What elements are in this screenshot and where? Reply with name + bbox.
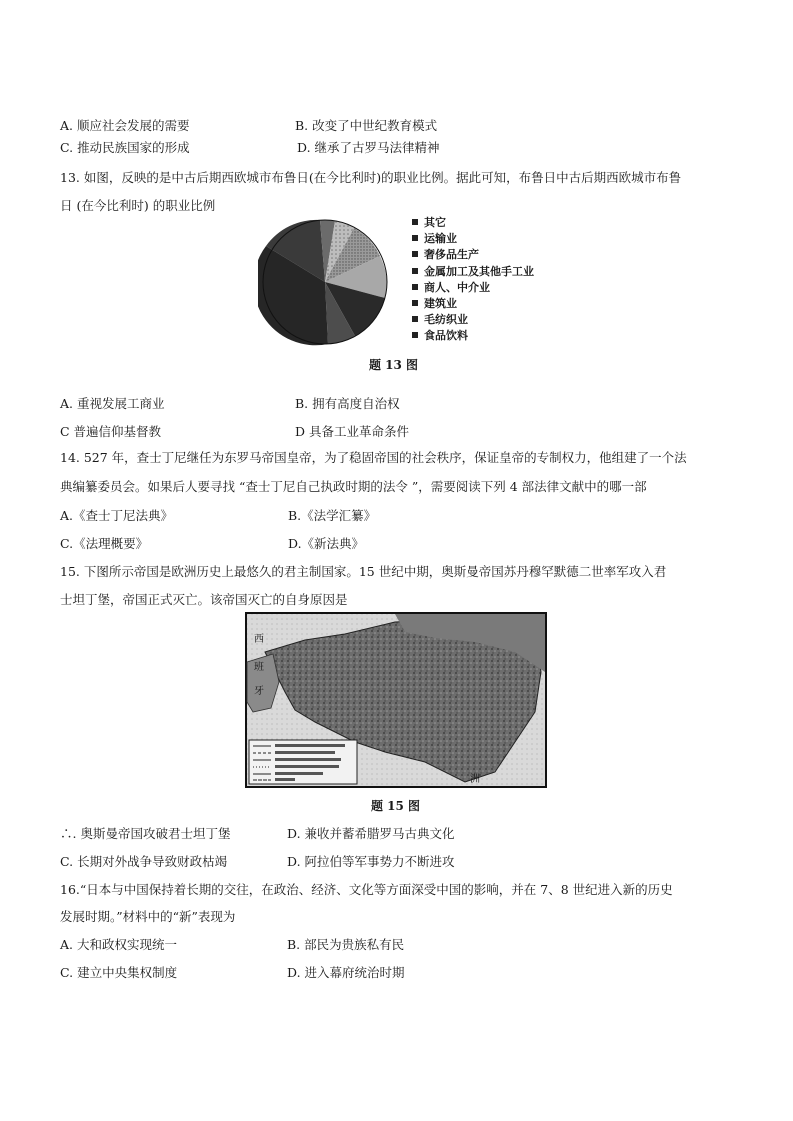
q15-map bbox=[245, 612, 547, 788]
legend-label: 金属加工及其他手工业 bbox=[424, 264, 534, 278]
q15-stem-line2: 士坦丁堡，帝国正式灭亡。该帝国灭亡的自身原因是 bbox=[60, 592, 348, 607]
q15-option-a: ∴. 奥斯曼帝国攻破君士坦丁堡 bbox=[60, 826, 231, 841]
q14-stem-line1: 14. 527 年，查士丁尼继任为东罗马帝国皇帝，为了稳固帝国的社会秩序，保证皇帝的专制权力，他组建了一个法 bbox=[60, 450, 687, 465]
q13-option-b: B. 拥有高度自治权 bbox=[295, 396, 400, 411]
q12-option-c: C. 推动民族国家的形成 bbox=[60, 140, 190, 155]
legend-label: 食品饮料 bbox=[424, 329, 468, 343]
q14-option-c: C.《法理概要》 bbox=[60, 536, 149, 551]
q13-option-c: C 普遍信仰基督教 bbox=[60, 424, 162, 439]
map-label-ban: 班 bbox=[254, 662, 264, 673]
legend-swatch bbox=[412, 219, 418, 225]
legend-label: 毛纺织业 bbox=[424, 313, 468, 327]
legend-item bbox=[412, 214, 534, 230]
q12-option-a: A. 顺应社会发展的需要 bbox=[60, 118, 190, 133]
q13-stem-line1: 13. 如图，反映的是中古后期西欧城市布鲁日(在今比利时)的职业比例。据此可知，布鲁日中古后期西欧城市布鲁 bbox=[60, 170, 682, 185]
q13-legend bbox=[412, 214, 534, 344]
map-label-west: 西 bbox=[254, 634, 264, 645]
legend-swatch bbox=[412, 284, 418, 290]
q15-stem-line1: 15. 下图所示帝国是欧洲历史上最悠久的君主制国家。15 世纪中期，奥斯曼帝国苏丹穆罕默德二世率军攻入君 bbox=[60, 564, 667, 579]
q15-option-b: D. 兼收并蓄希腊罗马古典文化 bbox=[287, 826, 455, 841]
q13-option-a: A. 重视发展工商业 bbox=[60, 396, 165, 411]
q15-option-c: C. 长期对外战争导致财政枯竭 bbox=[60, 854, 228, 869]
q14-stem-line2: 典编纂委员会。如果后人要寻找 “查士丁尼自己执政时期的法令 ”，需要阅读下列 4 部法律文献中的哪一部 bbox=[60, 479, 647, 494]
legend-swatch bbox=[412, 251, 418, 257]
q14-option-a: A.《查士丁尼法典》 bbox=[60, 508, 174, 523]
legend-swatch bbox=[412, 268, 418, 274]
legend-label: 商人、中介业 bbox=[424, 280, 490, 294]
legend-label: 其它 bbox=[424, 216, 446, 230]
q13-option-d: D 具备工业革命条件 bbox=[295, 424, 409, 439]
legend-item bbox=[412, 263, 534, 279]
q12-option-b: B. 改变了中世纪教育模式 bbox=[295, 118, 438, 133]
q15-figure-caption: 题 15 图 bbox=[371, 799, 421, 813]
q13-stem-line2: 日 (在今比利时) 的职业比例 bbox=[60, 198, 216, 213]
legend-item bbox=[412, 311, 534, 327]
legend-swatch bbox=[412, 300, 418, 306]
q16-option-c: C. 建立中央集权制度 bbox=[60, 965, 178, 980]
legend-item bbox=[412, 327, 534, 343]
q15-option-d: D. 阿拉伯等军事势力不断进攻 bbox=[287, 854, 455, 869]
legend-label: 奢侈品生产 bbox=[424, 248, 479, 262]
q16-option-a: A. 大和政权实现统一 bbox=[60, 937, 177, 952]
q13-figure-caption: 题 13 图 bbox=[369, 358, 419, 372]
legend-swatch bbox=[412, 235, 418, 241]
legend-item bbox=[412, 230, 534, 246]
legend-item bbox=[412, 279, 534, 295]
q12-option-d: D. 继承了古罗马法律精神 bbox=[297, 140, 440, 155]
legend-swatch bbox=[412, 332, 418, 338]
q14-option-d: D.《新法典》 bbox=[288, 536, 365, 551]
q16-option-b: B. 部民为贵族私有民 bbox=[287, 937, 405, 952]
map-label-chi: 洲 bbox=[470, 774, 480, 785]
pie-slices bbox=[258, 220, 387, 345]
q16-stem-line2: 发展时期。”材料中的“新”表现为 bbox=[60, 909, 236, 924]
q13-pie-chart bbox=[258, 216, 392, 348]
q14-option-b: B.《法学汇纂》 bbox=[288, 508, 377, 523]
q16-stem-line1: 16.“日本与中国保持着长期的交往，在政治、经济、文化等方面深受中国的影响，并在 7、8 世纪进入新的历史 bbox=[60, 882, 673, 897]
legend-label: 建筑业 bbox=[424, 297, 457, 311]
map-label-ya: 牙 bbox=[254, 686, 264, 697]
q16-option-d: D. 进入幕府统治时期 bbox=[287, 965, 405, 980]
legend-label: 运输业 bbox=[424, 232, 457, 246]
legend-item bbox=[412, 246, 534, 262]
legend-swatch bbox=[412, 316, 418, 322]
legend-item bbox=[412, 295, 534, 311]
